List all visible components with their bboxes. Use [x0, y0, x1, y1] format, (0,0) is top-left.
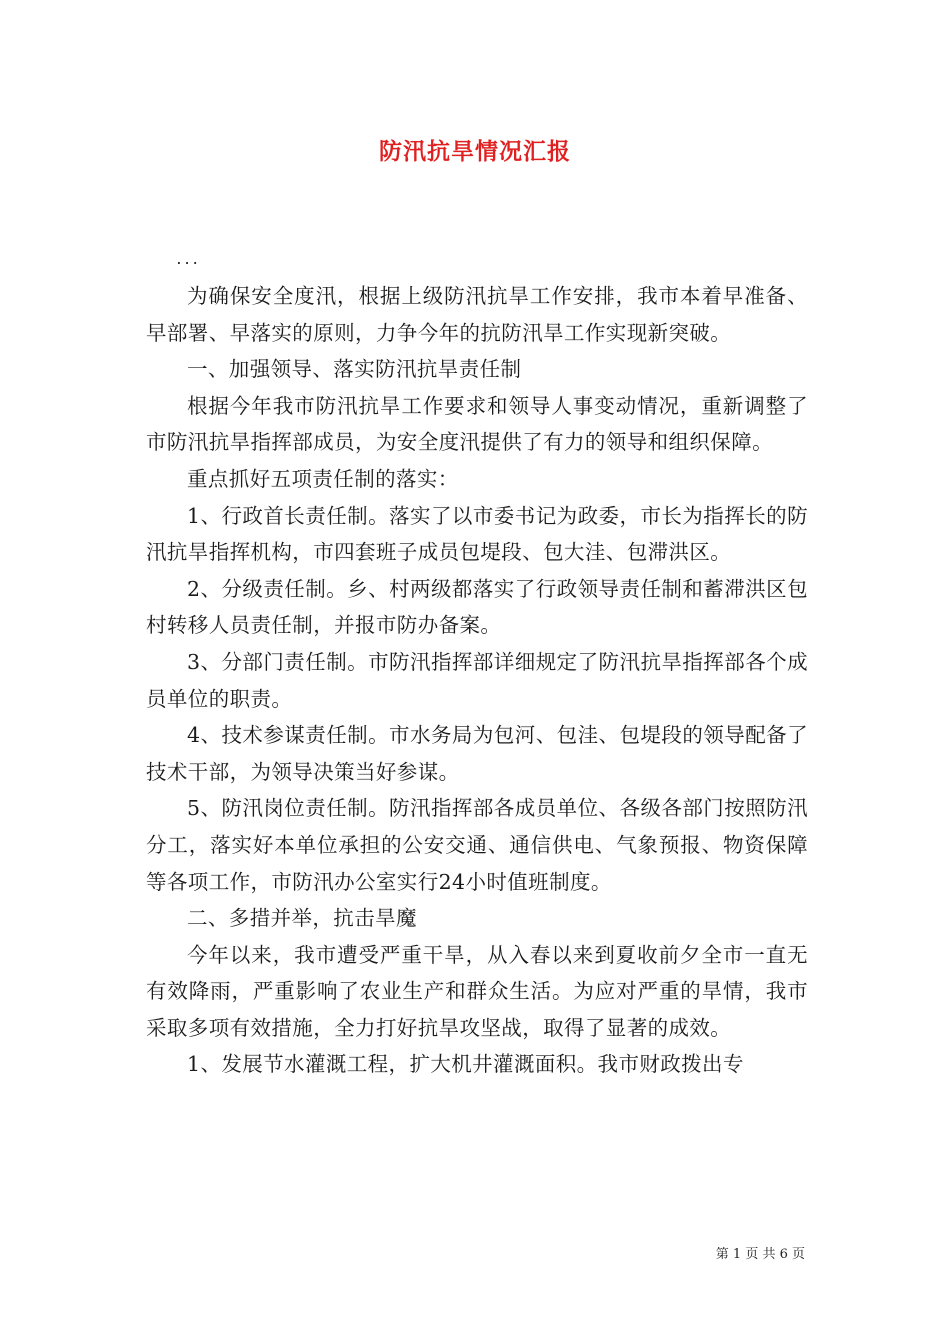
paragraph: 根据今年我市防汛抗旱工作要求和领导人事变动情况，重新调整了市防汛抗旱指挥部成员，为安全度汛提供了有力的领导和组织保障。	[146, 393, 808, 455]
list-item: 1、发展节水灌溉工程，扩大机井灌溉面积。我市财政拨出专	[187, 1052, 744, 1077]
paragraph: 今年以来，我市遭受严重干旱，从入春以来到夏收前夕全市一直无有效降雨，严重影响了农业生产和群众生活。为应对严重的旱情，我市采取多项有效措施，全力打好抗旱攻坚战，取得了显著的成效。	[146, 942, 808, 1040]
paragraph-intro: 为确保安全度汛，根据上级防汛抗旱工作安排，我市本着早准备、早部署、早落实的原则，力争今年的抗防汛旱工作实现新突破。	[146, 284, 808, 345]
document-title: 防汛抗旱情况汇报	[379, 138, 571, 165]
list-item: 5、防汛岗位责任制。防汛指挥部各成员单位、各级各部门按照防汛分工，落实好本单位承担的公安交通、通信供电、气象预报、物资保障等各项工作，市防汛办公室实行24小时值班制度。	[146, 796, 808, 894]
list-item: 2、分级责任制。乡、村两级都落实了行政领导责任制和蓄滞洪区包村转移人员责任制，并报市防办备案。	[146, 576, 808, 638]
section-heading-2: 二、多措并举，抗击旱魔	[187, 906, 417, 931]
page-number: 第 1 页 共 6 页	[715, 1247, 805, 1262]
list-item: 3、分部门责任制。市防汛指挥部详细规定了防汛抗旱指挥部各个成员单位的职责。	[146, 649, 808, 711]
paragraph: 重点抓好五项责任制的落实：	[187, 466, 459, 491]
section-heading-1: 一、加强领导、落实防汛抗旱责任制	[187, 357, 522, 382]
list-item: 1、行政首长责任制。落实了以市委书记为政委，市长为指挥长的防汛抗旱指挥机构，市四套班子成员包堤段、包大洼、包滞洪区。	[146, 503, 808, 565]
document-body	[146, 244, 808, 1083]
list-item: 4、技术参谋责任制。市水务局为包河、包洼、包堤段的领导配备了技术干部，为领导决策当好参谋。	[146, 723, 808, 784]
ellipsis-marker: ...	[176, 249, 201, 268]
